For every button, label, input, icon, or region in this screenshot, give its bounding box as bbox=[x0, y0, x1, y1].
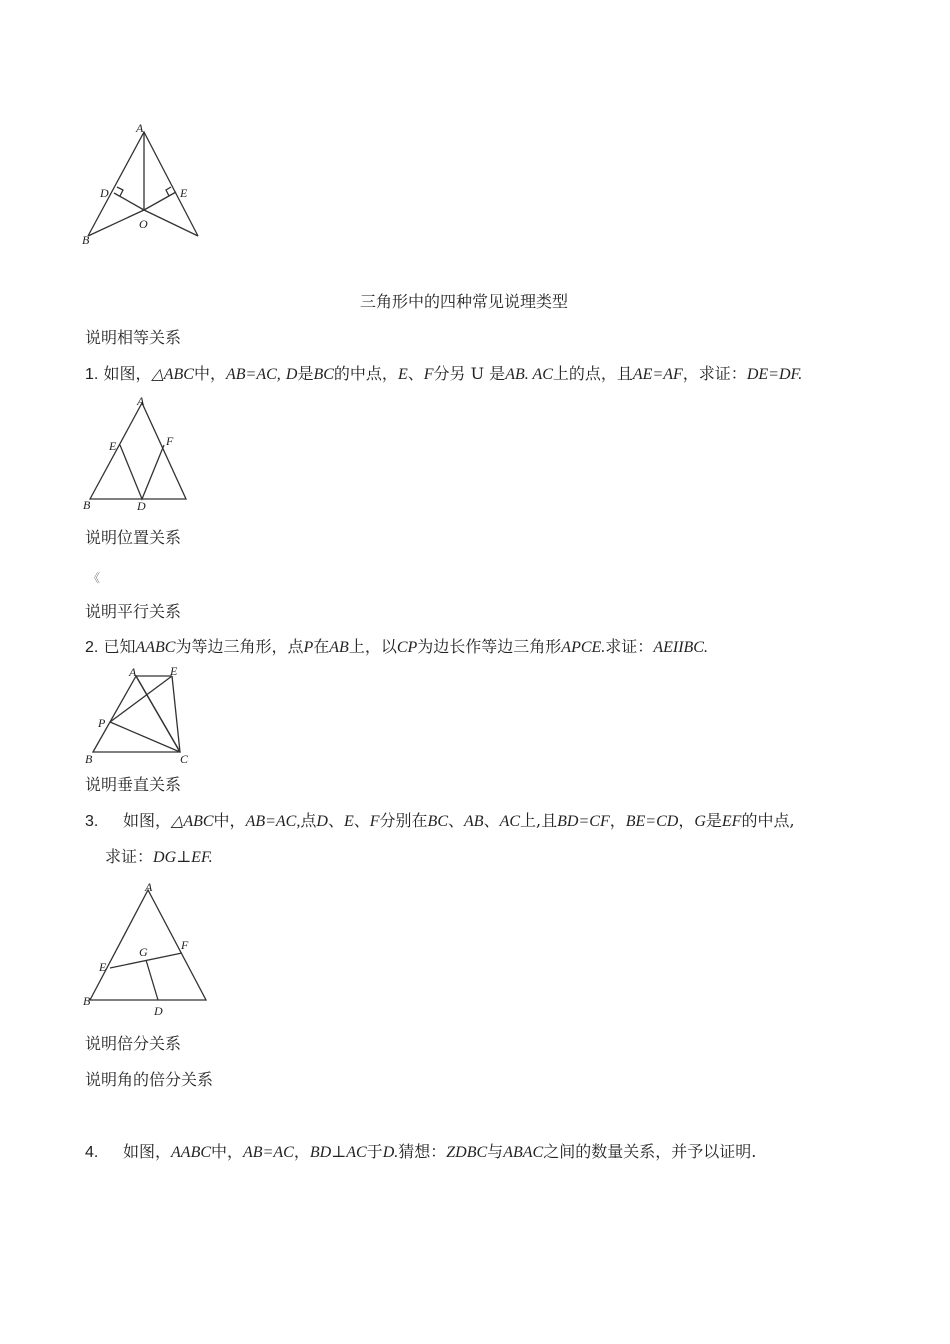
p3-text: ， bbox=[678, 811, 695, 830]
figure-1-label-d: D bbox=[137, 499, 146, 513]
p1-sym: F bbox=[423, 366, 434, 383]
figure-3-label-b: B bbox=[83, 994, 91, 1008]
p4-sym: D. bbox=[382, 1144, 399, 1161]
p3-sym: F bbox=[369, 813, 380, 830]
figure-3-label-g: G bbox=[139, 945, 148, 959]
figure-3-label-a: A bbox=[145, 880, 153, 894]
section-position: 说明位置关系 bbox=[85, 528, 182, 547]
p1-text: 、 bbox=[407, 364, 424, 383]
p3-sym: EF bbox=[721, 813, 742, 830]
p3-sym: AC bbox=[499, 813, 521, 830]
p3-text: 、 bbox=[483, 811, 500, 830]
p4-text: ， bbox=[293, 1142, 310, 1161]
p3-sym: G bbox=[694, 813, 706, 830]
p4-text: ⊥ bbox=[331, 1142, 347, 1161]
figure-3 bbox=[80, 880, 220, 1020]
p4-text: 中， bbox=[211, 1142, 244, 1161]
p3-text: 上, bbox=[520, 811, 542, 830]
p4-text: 与 bbox=[487, 1142, 504, 1161]
p2-sym: P bbox=[303, 639, 314, 656]
label-o: O bbox=[139, 217, 148, 231]
figure-2-triangle-abc bbox=[93, 676, 180, 752]
figure-triangle-abo bbox=[80, 120, 210, 250]
p3-text: 、 bbox=[353, 811, 370, 830]
p3-text: 、 bbox=[327, 811, 344, 830]
p3-sym: DG bbox=[153, 849, 177, 866]
p3-text: 中， bbox=[213, 811, 246, 830]
p2-text: 为边长作等边三角形 bbox=[417, 637, 562, 656]
section-perpendicular: 说明垂直关系 bbox=[85, 775, 182, 794]
p1-text: 分另 U 是 bbox=[433, 364, 506, 383]
p3-text: ， bbox=[609, 811, 626, 830]
figure-1-label-b: B bbox=[83, 498, 91, 512]
p4-text: 猜想： bbox=[398, 1142, 447, 1161]
figure-2-label-e: E bbox=[170, 664, 178, 678]
p3-text: 、 bbox=[448, 811, 465, 830]
problem-1-number: 1. bbox=[85, 366, 99, 383]
p1-sym: AE=AF bbox=[632, 366, 683, 383]
p4-sym: AC bbox=[346, 1144, 367, 1161]
p1-sym: △ABC bbox=[151, 366, 194, 383]
p4-sym: BD bbox=[309, 1144, 332, 1161]
p3-text: 求证： bbox=[105, 847, 154, 866]
problem-3-number: 3. bbox=[85, 813, 99, 830]
section-parallel: 说明平行关系 bbox=[85, 602, 182, 621]
p2-sym: AEIIBC. bbox=[653, 639, 708, 656]
p4-sym: ZDBC bbox=[446, 1144, 488, 1161]
p3-sym: D bbox=[316, 813, 328, 830]
p1-sym: AB. AC bbox=[505, 366, 553, 383]
p3-sym: △ABC bbox=[171, 813, 214, 830]
segment-eo bbox=[144, 192, 176, 210]
figure-1-segments-ed-df bbox=[120, 445, 164, 499]
p3-text: 如图， bbox=[123, 811, 172, 830]
figure-2-label-a: A bbox=[129, 665, 137, 679]
p4-sym: AB=AC bbox=[243, 1144, 294, 1161]
problem-3-line-2 bbox=[105, 847, 213, 868]
p3-sym: EF. bbox=[191, 849, 213, 866]
figure-2-label-c: C bbox=[180, 752, 189, 766]
section-angle-multiple: 说明角的倍分关系 bbox=[85, 1070, 214, 1089]
p3-sym: AB=AC, bbox=[245, 813, 301, 830]
p2-text: 在 bbox=[313, 637, 330, 656]
p2-sym: AABC bbox=[135, 639, 176, 656]
p2-text: 已知 bbox=[103, 637, 136, 656]
p1-sym: D bbox=[285, 366, 298, 383]
p3-text: ⊥ bbox=[176, 847, 192, 866]
segment-co bbox=[144, 210, 198, 236]
figure-3-label-f: F bbox=[181, 938, 189, 952]
p4-text: 如图， bbox=[123, 1142, 172, 1161]
p2-text: 上，以 bbox=[348, 637, 397, 656]
figure-1-label-e: E bbox=[109, 439, 117, 453]
p2-text: 求证： bbox=[605, 637, 654, 656]
figure-2 bbox=[80, 664, 200, 768]
problem-4 bbox=[85, 1142, 756, 1163]
p3-sym: BE=CD bbox=[625, 813, 679, 830]
p3-text: 点 bbox=[300, 811, 317, 830]
figure-3-label-e: E bbox=[99, 960, 107, 974]
p1-text: 上的点，且 bbox=[552, 364, 633, 383]
p3-text: 且 bbox=[541, 811, 558, 830]
p1-sym: AB=AC, bbox=[226, 366, 281, 383]
p3-text: 的中点, bbox=[741, 811, 795, 830]
figure-3-label-d: D bbox=[154, 1004, 163, 1018]
segment-do bbox=[114, 193, 144, 210]
p4-text: 之间的数量关系，并予以证明. bbox=[543, 1142, 757, 1161]
figure-3-triangle bbox=[90, 890, 206, 1000]
problem-2-number: 2. bbox=[85, 639, 99, 656]
stray-mark: 《 bbox=[88, 571, 101, 585]
figure-2-label-p: P bbox=[98, 716, 106, 730]
problem-4-number: 4. bbox=[85, 1144, 99, 1161]
p2-sym: AB bbox=[329, 639, 349, 656]
label-d: D bbox=[100, 186, 109, 200]
figure-3-segment-gd bbox=[146, 960, 158, 1000]
segment-bo bbox=[88, 210, 144, 236]
figure-1-label-a: A bbox=[137, 394, 145, 408]
section-multiple: 说明倍分关系 bbox=[85, 1034, 182, 1053]
label-e: E bbox=[180, 186, 188, 200]
figure-1-triangle bbox=[90, 403, 186, 499]
p2-sym: CP bbox=[396, 639, 418, 656]
p1-sym: BC bbox=[313, 366, 334, 383]
p2-text: 为等边三角形，点 bbox=[175, 637, 304, 656]
page-title: 三角形中的四种常见说理类型 bbox=[360, 292, 569, 311]
figure-2-segment-pe bbox=[110, 676, 172, 722]
p1-text: 中， bbox=[193, 364, 226, 383]
figure-2-segment-pc bbox=[110, 722, 180, 752]
figure-1 bbox=[80, 395, 200, 515]
p3-text: 是 bbox=[705, 811, 722, 830]
problem-3 bbox=[85, 811, 795, 832]
p1-text: 如图， bbox=[103, 364, 152, 383]
problem-2 bbox=[85, 637, 708, 658]
p3-sym: AB bbox=[464, 813, 484, 830]
p1-text: ，求证： bbox=[682, 364, 747, 383]
p3-sym: BC bbox=[427, 813, 448, 830]
p1-text: 的中点， bbox=[333, 364, 398, 383]
label-b: B bbox=[82, 233, 90, 247]
figure-2-label-b: B bbox=[85, 752, 93, 766]
p4-sym: AABC bbox=[171, 1144, 212, 1161]
p1-sym: E bbox=[397, 366, 408, 383]
p3-sym: BD=CF bbox=[557, 813, 610, 830]
problem-1 bbox=[85, 364, 802, 385]
p4-sym: ABAC bbox=[503, 1144, 544, 1161]
p3-sym: E bbox=[343, 813, 354, 830]
p3-text: 分别在 bbox=[379, 811, 428, 830]
p1-sym: DE=DF. bbox=[746, 366, 803, 383]
section-equal: 说明相等关系 bbox=[85, 328, 182, 347]
p2-sym: APCE. bbox=[561, 639, 606, 656]
p1-text: 是 bbox=[297, 364, 314, 383]
figure-1-label-f: F bbox=[166, 434, 174, 448]
p4-text: 于 bbox=[366, 1142, 383, 1161]
label-a: A bbox=[136, 121, 144, 135]
